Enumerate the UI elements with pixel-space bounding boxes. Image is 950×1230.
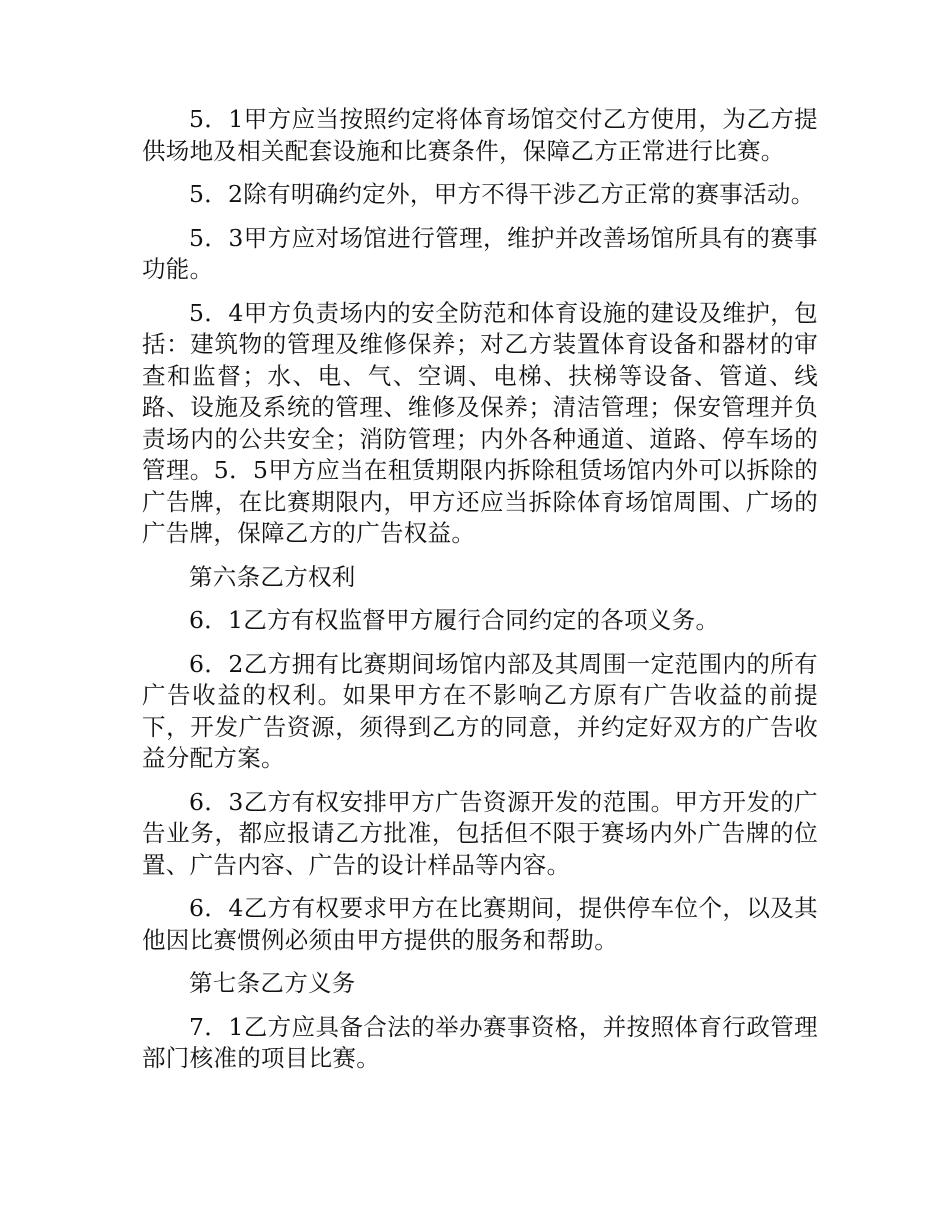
clause-6-1: 6．1乙方有权监督甲方履行合同约定的各项义务。 — [189, 606, 720, 634]
article-7-heading: 第七条乙方义务 — [189, 969, 356, 997]
clause-6-3: 6．3乙方有权安排甲方广告资源开发的范围。甲方开发的广告业务，都应报请乙方批准，包括但不限于赛场内外广告牌的位置、广告内容、广告的设计样品等内容。 — [142, 787, 818, 879]
clause-5-2: 5．2除有明确约定外，甲方不得干涉乙方正常的赛事活动。 — [189, 180, 815, 208]
clause-5-3: 5．3甲方应对场馆进行管理，维护并改善场馆所具有的赛事功能。 — [142, 223, 818, 283]
clause-6-4: 6．4乙方有权要求甲方在比赛期间，提供停车位个，以及其他因比赛惯例必须由甲方提供的服务和帮助。 — [142, 894, 818, 954]
clause-5-1: 5．1甲方应当按照约定将体育场馆交付乙方使用，为乙方提供场地及相关配套设施和比赛条件，保障乙方正常进行比赛。 — [142, 105, 818, 165]
article-6-heading: 第六条乙方权利 — [189, 562, 356, 591]
document-page — [142, 104, 818, 1087]
clause-7-1: 7．1乙方应具备合法的举办赛事资格，并按照体育行政管理部门核准的项目比赛。 — [142, 1012, 818, 1072]
clause-6-2: 6．2乙方拥有比赛期间场馆内部及其周围一定范围内的所有广告收益的权利。如果甲方在不影响乙方原有广告收益的前提下，开发广告资源，须得到乙方的同意，并约定好双方的广告收益分配方案。 — [142, 649, 818, 772]
clause-5-4: 5．4甲方负责场内的安全防范和体育设施的建设及维护，包括：建筑物的管理及维修保养；对乙方装置体育设备和器材的审查和监督；水、电、气、空调、电梯、扶梯等设备、管道、线路、设施及系统的管理、维修及保养；清洁管理；保安管理并负责场内的公共安全；消防管理；内外各种通道、道路、停车场的管理。5．5甲方应当在租赁期限内拆除租赁场馆内外可以拆除的广告牌，在比赛期限内，甲方还应当拆除体育场馆周围、广场的广告牌，保障乙方的广告权益。 — [142, 298, 818, 547]
